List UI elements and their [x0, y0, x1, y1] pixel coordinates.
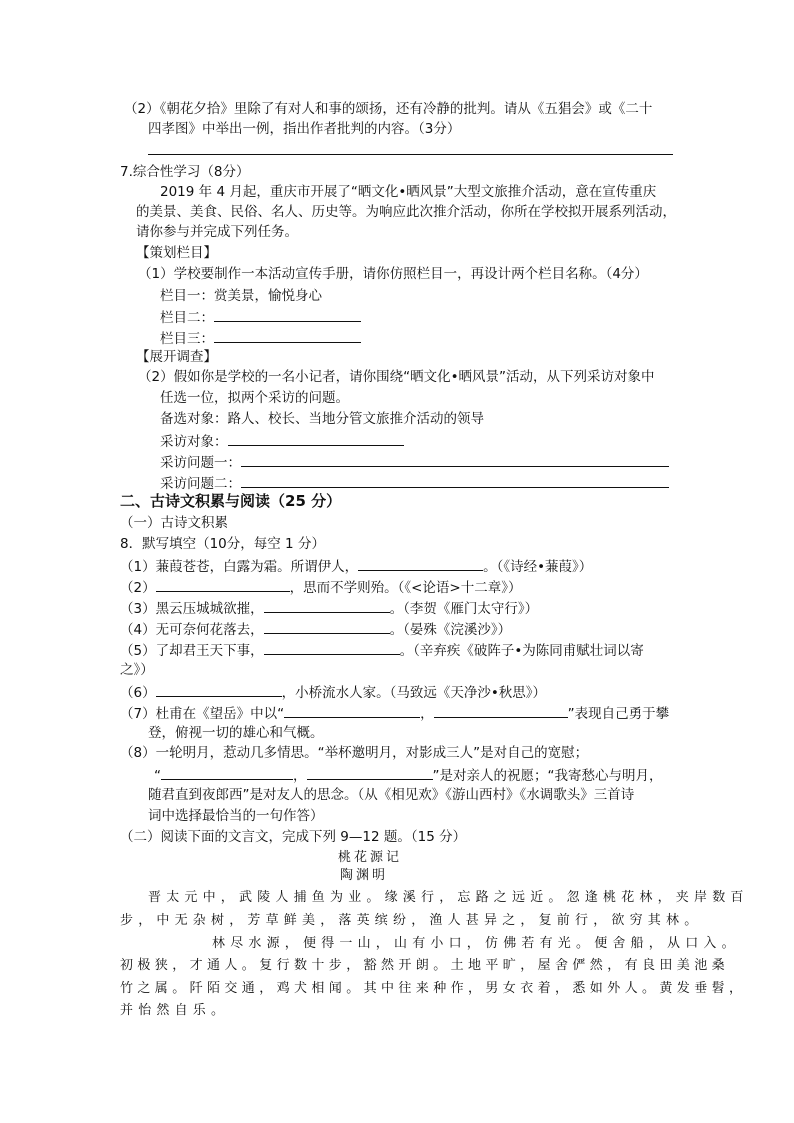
part2-sub2: （二）阅读下面的文言文，完成下列 9—12 题。（15 分） [120, 829, 467, 845]
passage-line-1: 晋太元中，武陵人捕鱼为业。缘溪行，忘路之远近。忽逢桃花林，夹岸数百 [148, 890, 749, 905]
dictation-1-source: 。（《诗经•蒹葭》） [483, 559, 593, 575]
interview-question-1 [160, 452, 669, 472]
q8-title: 8．默写填空（10分，每空 1 分） [120, 536, 325, 552]
part2-heading: 二、古诗文积累与阅读（25 分） [120, 492, 342, 510]
dictation-2-text: （2） [120, 580, 156, 596]
dictation-3 [120, 598, 538, 618]
passage-line-2: 步，中无杂树，芳草鲜美，落英缤纷，渔人甚异之，复前行，欲穷其林。 [120, 913, 703, 928]
dictation-7-blank-a[interactable] [284, 703, 420, 718]
question-1-blank[interactable] [241, 452, 669, 467]
passage-line-6: 并怡然自乐。 [120, 1003, 230, 1018]
question-2-blank[interactable] [241, 473, 669, 488]
interviewee [160, 431, 404, 451]
passage-line-5: 竹之属。阡陌交通，鸡犬相闻。其中往来种作，男女衣着，悉如外人。黄发垂髫， [120, 981, 747, 996]
dictation-8: （8）一轮明月，惹动几多情思。“举杯邀明月，对影成三人”是对自己的宽慰； [120, 745, 589, 761]
column-1: 栏目一：赏美景，愉悦身心 [160, 288, 322, 304]
dictation-6-blank[interactable] [156, 682, 282, 697]
dictation-7-comma: ， [420, 706, 434, 722]
dictation-5-blank[interactable] [264, 640, 400, 655]
q7-task2-2: 任选一位，拟两个采访的问题。 [160, 390, 349, 406]
dictation-1-blank[interactable] [358, 556, 483, 571]
passage-line-3: 林尽水源，便得一山，山有小口，仿佛若有光。便舍船，从口入。 [212, 936, 740, 951]
dictation-7-tail: ”表现自己勇于攀 [567, 706, 670, 722]
candidates: 备选对象：路人、校长、当地分管文旅推介活动的领导 [160, 411, 484, 427]
dictation-6-text: （6） [120, 685, 156, 701]
q7-intro-1: 2019 年 4 月起，重庆市开展了“晒文化•晒风景”大型文旅推介活动，意在宣传重庆 [160, 184, 657, 200]
column-2-label: 栏目二： [160, 310, 214, 326]
dictation-6-source: ，小桥流水人家。（马致远《天净沙•秋思》） [281, 685, 547, 701]
column-2-blank[interactable] [214, 307, 361, 322]
dictation-4-blank[interactable] [264, 619, 390, 634]
dictation-5 [120, 640, 644, 660]
dictation-5-text: （5）了却君王天下事， [120, 643, 264, 659]
dictation-8-line4: 词中选择最恰当的一句作答） [148, 808, 324, 824]
dictation-5-source: 。（辛弃疾《破阵子•为陈同甫赋壮词以寄 [399, 643, 644, 659]
q7-task2-1: （2）假如你是学校的一名小记者，请你围绕“晒文化•晒风景”活动，从下列采访对象中 [138, 369, 655, 385]
dictation-3-blank[interactable] [264, 598, 390, 613]
passage-author: 陶渊明 [340, 868, 389, 883]
dictation-4 [120, 619, 511, 639]
dictation-2 [120, 577, 521, 597]
dictation-3-text: （3）黑云压城城欲摧， [120, 601, 264, 617]
q6-line1: （2）《朝花夕拾》里除了有对人和事的颂扬，还有冷静的批判。请从《五猖会》或《二十 [124, 101, 653, 117]
interview-question-2 [160, 473, 669, 493]
dictation-7 [120, 703, 669, 723]
passage-title: 桃花源记 [338, 850, 403, 865]
dictation-8-blank-b[interactable] [307, 765, 433, 780]
part2-sub1: （一）古诗文积累 [120, 515, 228, 531]
interviewee-label: 采访对象： [160, 434, 228, 450]
question-1-label: 采访问题一： [160, 455, 241, 471]
dictation-1 [120, 556, 592, 576]
dictation-3-source: 。（李贺《雁门太守行》） [389, 601, 539, 617]
q7-intro-3: 请你参与并完成下列任务。 [136, 224, 298, 240]
dictation-6 [120, 682, 546, 702]
section-plan: 【策划栏目】 [136, 245, 217, 261]
q7-task1: （1）学校要制作一本活动宣传手册，请你仿照栏目一，再设计两个栏目名称。（4分） [138, 266, 648, 282]
dictation-4-source: 。（晏殊《浣溪沙》） [389, 622, 512, 638]
q6-answer-line[interactable] [148, 154, 673, 155]
q7-intro-2: 的美景、美食、民俗、名人、历史等。为响应此次推介活动，你所在学校拟开展系列活动， [136, 204, 676, 220]
q6-line2: 四孝图》中举出一例，指出作者批判的内容。（3分） [148, 121, 461, 137]
dictation-7-blank-b[interactable] [434, 703, 568, 718]
column-3-blank[interactable] [214, 328, 361, 343]
interviewee-blank[interactable] [228, 431, 404, 446]
passage-line-4: 初极狭，才通人。复行数十步，豁然开朗。土地平旷，屋舍俨然，有良田美池桑 [120, 958, 730, 973]
dictation-8-line3: 随君直到夜郎西”是对友人的思念。（从《相见欢》《游山西村》《水调歌头》三首诗 [148, 787, 635, 803]
dictation-8-tail: ”是对亲人的祝愿；“我寄愁心与明月， [432, 768, 663, 784]
dictation-5-cont: 之》） [120, 662, 154, 678]
dictation-1-text: （1）蒹葭苍苍，白露为霜。所谓伊人， [120, 559, 359, 575]
question-2-label: 采访问题二： [160, 476, 241, 492]
column-3 [160, 328, 361, 348]
dictation-2-blank[interactable] [156, 577, 290, 592]
dictation-4-text: （4）无可奈何花落去， [120, 622, 264, 638]
column-2 [160, 307, 361, 327]
dictation-2-source: ，思而不学则殆。（《<论语>十二章》） [289, 580, 522, 596]
column-3-label: 栏目三： [160, 331, 214, 347]
section-survey: 【展开调查】 [136, 349, 217, 365]
dictation-8-blank-a[interactable] [161, 765, 293, 780]
dictation-7-cont: 登，俯视一切的雄心和气概。 [148, 725, 324, 741]
dictation-8-blanks [154, 765, 663, 785]
dictation-7-text: （7）杜甫在《望岳》中以“ [120, 706, 285, 722]
dictation-8-quote-open: “ [154, 768, 161, 784]
q7-title: 7.综合性学习（8分） [120, 164, 250, 180]
dictation-8-comma: ， [293, 768, 307, 784]
